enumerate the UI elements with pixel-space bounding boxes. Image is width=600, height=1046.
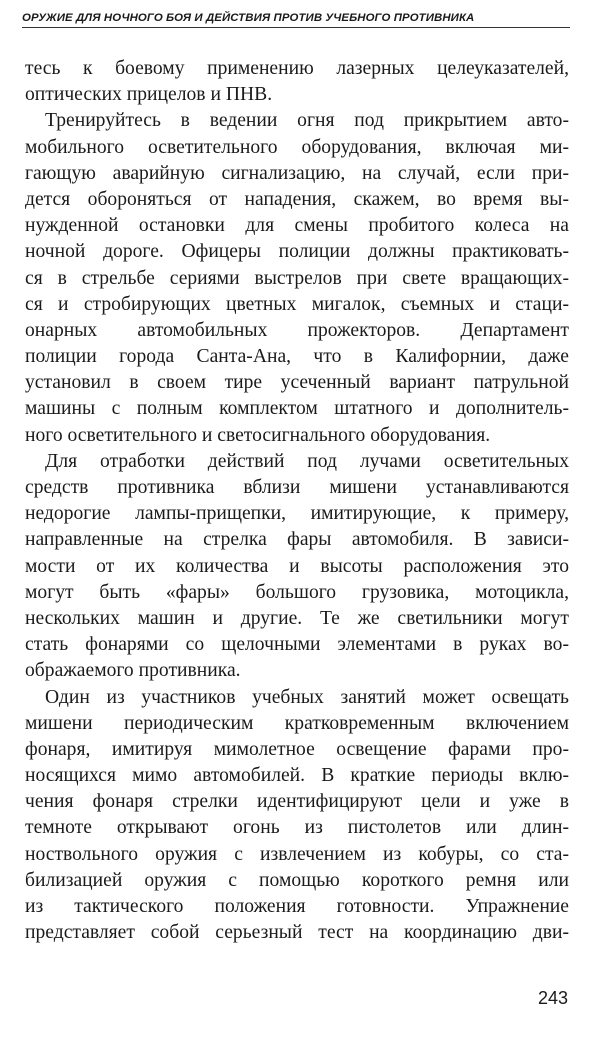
text-line: оптических прицелов и ПНВ.: [25, 84, 273, 106]
page-number: 243: [537, 988, 568, 1008]
text-line: ся в стрельбе сериями выстрелов при свете вращающих-: [25, 267, 569, 289]
running-header: ОРУЖИЕ ДЛЯ НОЧНОГО БОЯ И ДЕЙСТВИЯ ПРОТИВ УЧЕБНОГО ПРОТИВНИКА: [22, 12, 570, 28]
text-line: из тактического положения готовности. Упражнение: [25, 896, 569, 917]
text-line: ночной дороге. Офицеры полиции должны практиковать-: [25, 241, 569, 263]
paragraph: [25, 449, 569, 685]
text-line: Для отработки действий под лучами осветительных: [45, 450, 569, 472]
body-text: [25, 56, 569, 946]
text-line: полиции города Санта-Ана, что в Калифорнии, даже: [25, 346, 569, 368]
text-line: мобильного осветительного оборудования, включая ми-: [25, 136, 569, 158]
text-line: ся и стробирующих цветных мигалок, съемных и стаци-: [25, 293, 569, 315]
text-line: билизацией оружия с помощью короткого ремня или: [25, 869, 569, 891]
paragraph: [25, 56, 569, 108]
text-line: темноте открывают огонь из пистолетов или длин-: [25, 817, 569, 839]
paragraph: [25, 685, 569, 947]
text-line: машины с полным комплектом штатного и дополнитель-: [25, 398, 569, 420]
text-line: нужденной остановки для смены пробитого колеса на: [25, 215, 569, 237]
paragraph: [25, 108, 569, 448]
text-line: ного осветительного и светосигнального оборудования.: [25, 424, 491, 446]
text-line: носящихся мимо автомобилей. В краткие периоды вклю-: [25, 765, 569, 787]
text-line: представляет собой серьезный тест на координацию дви-: [25, 922, 569, 944]
text-line: онарных автомобильных прожекторов. Департамент: [25, 319, 569, 341]
text-line: фонаря, имитируя мимолетное освещение фарами про-: [25, 738, 569, 760]
text-line: недорогие лампы-прищепки, имитирующие, к примеру,: [25, 503, 569, 525]
text-line: нескольких машин и другие. Те же светильники могут: [25, 607, 569, 629]
text-line: ображаемого противника.: [25, 660, 241, 682]
text-line: Тренируйтесь в ведении огня под прикрытием авто-: [45, 110, 569, 132]
text-line: тесь к боевому применению лазерных целеуказателей,: [25, 58, 569, 79]
text-line: Один из участников учебных занятий может освещать: [45, 686, 569, 708]
text-line: средств противника вблизи мишени устанавливаются: [25, 477, 569, 498]
text-line: дется обороняться от нападения, скажем, во время вы-: [25, 188, 569, 210]
text-line: мишени периодическим кратковременным включением: [25, 712, 569, 734]
text-line: могут быть «фары» большого грузовика, мотоцикла,: [25, 581, 569, 603]
text-line: мости от их количества и высоты расположения это: [25, 555, 569, 577]
text-line: гающую аварийную сигнализацию, на случай, если при-: [25, 162, 569, 184]
text-line: стать фонарями со щелочными элементами в руках во-: [25, 634, 569, 656]
text-line: установил в своем тире усеченный вариант патрульной: [25, 372, 569, 394]
text-line: направленные на стрелка фары автомобиля. В зависи-: [25, 529, 569, 551]
text-line: ноствольного оружия с извлечением из кобуры, со ста-: [25, 843, 569, 865]
text-line: чения фонаря стрелки идентифицируют цели и уже в: [25, 791, 569, 813]
